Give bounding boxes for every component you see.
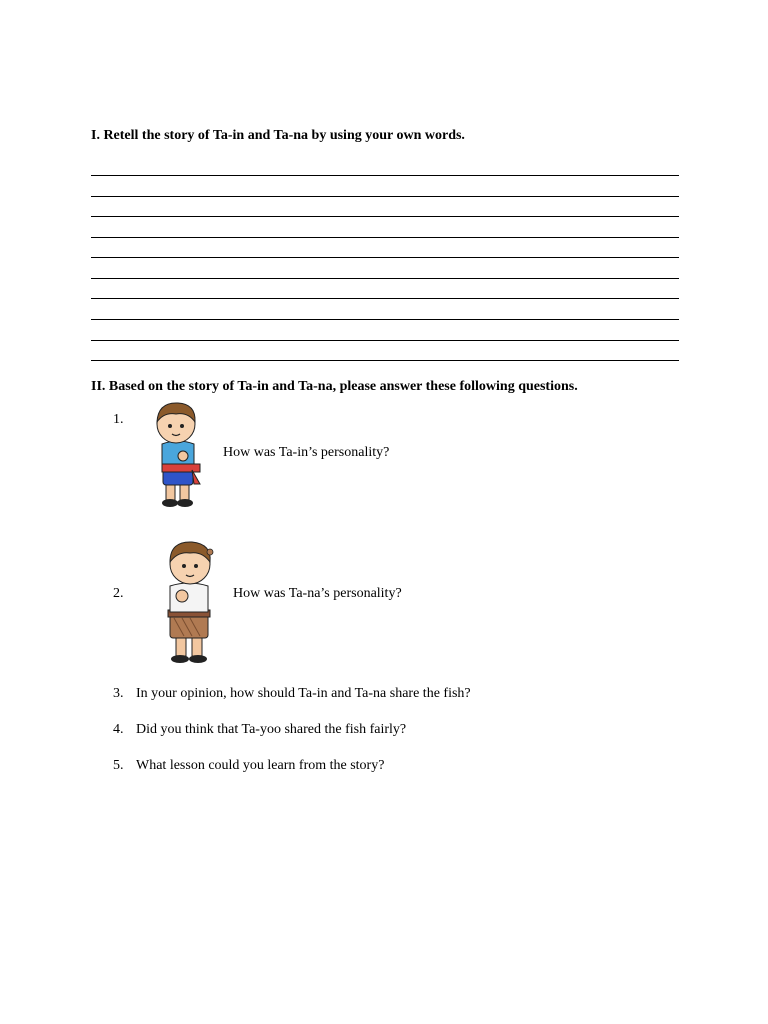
answer-line[interactable] — [91, 319, 679, 320]
ta-in-boy-blue-shirt-icon — [150, 400, 206, 515]
answer-line[interactable] — [91, 298, 679, 299]
section-1-heading: I. Retell the story of Ta-in and Ta-na by using your own words. — [91, 128, 465, 143]
question-2-text: How was Ta-na’s personality? — [233, 586, 402, 601]
question-1-number: 1. — [113, 412, 124, 427]
question-4-number: 4. — [113, 722, 124, 737]
answer-line[interactable] — [91, 360, 679, 361]
answer-lines — [91, 175, 679, 365]
question-3-number: 3. — [113, 686, 124, 701]
question-5-number: 5. — [113, 758, 124, 773]
answer-line[interactable] — [91, 196, 679, 197]
question-3-text: In your opinion, how should Ta-in and Ta-na share the fish? — [136, 686, 471, 701]
answer-line[interactable] — [91, 278, 679, 279]
answer-line[interactable] — [91, 237, 679, 238]
answer-line[interactable] — [91, 216, 679, 217]
question-5-text: What lesson could you learn from the story? — [136, 758, 385, 773]
question-2-number: 2. — [113, 586, 124, 601]
answer-line[interactable] — [91, 257, 679, 258]
question-1-text: How was Ta-in’s personality? — [223, 445, 390, 460]
question-4-text: Did you think that Ta-yoo shared the fish fairly? — [136, 722, 407, 737]
section-2-heading: II. Based on the story of Ta-in and Ta-na, please answer these following questions. — [91, 379, 578, 394]
ta-na-boy-white-shirt-icon — [160, 540, 222, 671]
answer-line[interactable] — [91, 175, 679, 176]
answer-line[interactable] — [91, 340, 679, 341]
